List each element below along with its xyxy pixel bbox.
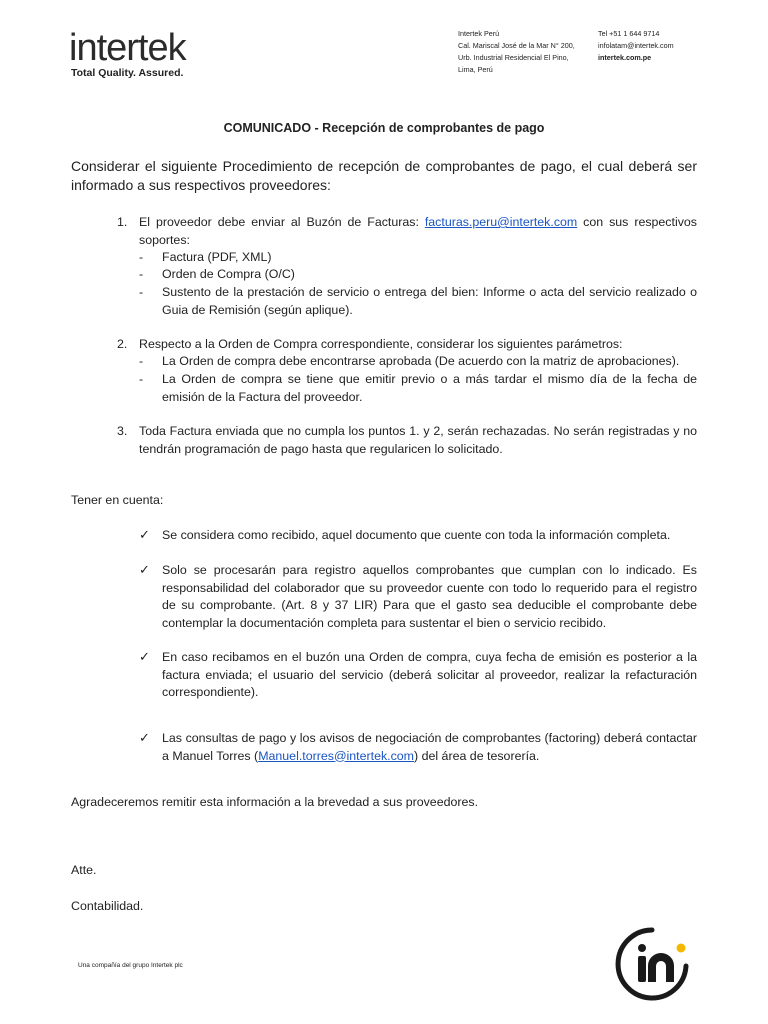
subitem-text: La Orden de compra debe encontrarse aprobada (De acuerdo con la matriz de aprobaciones). [162, 354, 680, 368]
address-line: Urb. Industrial Residencial El Pino, [458, 53, 569, 62]
invoice-mailbox-link[interactable]: facturas.peru@intertek.com [424, 215, 578, 229]
item-1-text-after: con sus respectivos soportes: [139, 215, 697, 247]
closing-text: Agradeceremos remitir esta información a la brevedad a sus proveedores. [71, 795, 479, 809]
logo-wordmark: intertek [69, 27, 186, 69]
note-text: En caso recibamos en el buzón una Orden de compra, cuya fecha de emisión es posterior a la factura enviada; el usuario del servicio (deberá solicitar al proveedor, realizar la refacturación correspondiente). [162, 650, 697, 699]
subitem-text: Orden de Compra (O/C) [162, 267, 295, 281]
company-contact [598, 28, 674, 64]
item-number: 1. [117, 215, 128, 229]
address-line: Cal. Mariscal José de la Mar N° 200, [458, 41, 575, 50]
item-3-text: Toda Factura enviada que no cumpla los puntos 1. y 2, serán rechazadas. No serán registradas y no tendrán programación de pago hasta que regularicen lo solicitado. [139, 424, 697, 456]
checkmark-icon: ✓ [139, 527, 150, 542]
checkmark-icon: ✓ [139, 730, 150, 745]
note-4-text-before: Las consultas de pago y los avisos de negociación de comprobantes (factoring) deberá contactar a Manuel Torres ( [162, 731, 697, 763]
subitem-text: Sustento de la prestación de servicio o entrega del bien: Informe o acta del servicio realizado o Guia de Remisión (según aplique). [162, 285, 697, 317]
note-text: Solo se procesarán para registro aquellos comprobantes que cumplan con lo indicado. Es responsabilidad del colaborador que su proveedor cuente con todo lo requerido para el registro de su comprobante. (Art. 8 y 37 LIR) Para que el gasto sea deducible el comprobante debe contemplar la documentación completa para sustentar el bien o servicio recibido. [162, 563, 697, 630]
note-text: Se considera como recibido, aquel documento que cuente con toda la información completa. [162, 528, 671, 542]
note-text [162, 730, 697, 765]
checkmark-icon: ✓ [139, 562, 150, 577]
subitem-text: La Orden de compra se tiene que emitir previo o a más tardar el mismo día de la fecha de emisión de la Factura del proveedor. [162, 372, 697, 404]
dash-bullet: - [139, 250, 144, 264]
intro-paragraph: Considerar el siguiente Procedimiento de recepción de comprobantes de pago, el cual deberá ser informado a sus respectivos proveedores: [71, 158, 697, 193]
department-text: Contabilidad. [71, 899, 144, 913]
notes-heading: Tener en cuenta: [71, 493, 164, 507]
logo-tagline: Total Quality. Assured. [71, 67, 184, 79]
company-address [458, 28, 575, 76]
address-line: Lima, Perú [458, 65, 493, 74]
intertek-badge-icon [614, 926, 690, 1002]
document-title: COMUNICADO - Recepción de comprobantes de pago [223, 121, 545, 135]
address-line: Intertek Perú [458, 29, 500, 38]
item-number: 3. [117, 424, 128, 438]
signoff-text: Atte. [71, 863, 97, 877]
dash-bullet: - [139, 267, 144, 281]
item-1-text [139, 214, 697, 249]
dash-bullet: - [139, 354, 144, 368]
note-4-text-after: ) del área de tesorería. [414, 748, 540, 763]
dash-bullet: - [139, 372, 144, 386]
dash-bullet: - [139, 285, 144, 299]
checkmark-icon: ✓ [139, 649, 150, 664]
intertek-logo [69, 24, 219, 84]
contact-email: infolatam@intertek.com [598, 41, 674, 50]
subitem-text: Factura (PDF, XML) [162, 250, 272, 264]
company-website: intertek.com.pe [598, 53, 652, 62]
treasury-contact-link[interactable]: Manuel.torres@intertek.com [258, 748, 415, 763]
item-2-text: Respecto a la Orden de Compra correspondiente, considerar los siguientes parámetros: [139, 337, 623, 351]
phone-number: Tel +51 1 644 9714 [598, 29, 660, 38]
item-number: 2. [117, 337, 128, 351]
item-1-text-before: El proveedor debe enviar al Buzón de Facturas: [139, 215, 425, 229]
footer-note: Una compañía del grupo Intertek plc [78, 962, 183, 969]
